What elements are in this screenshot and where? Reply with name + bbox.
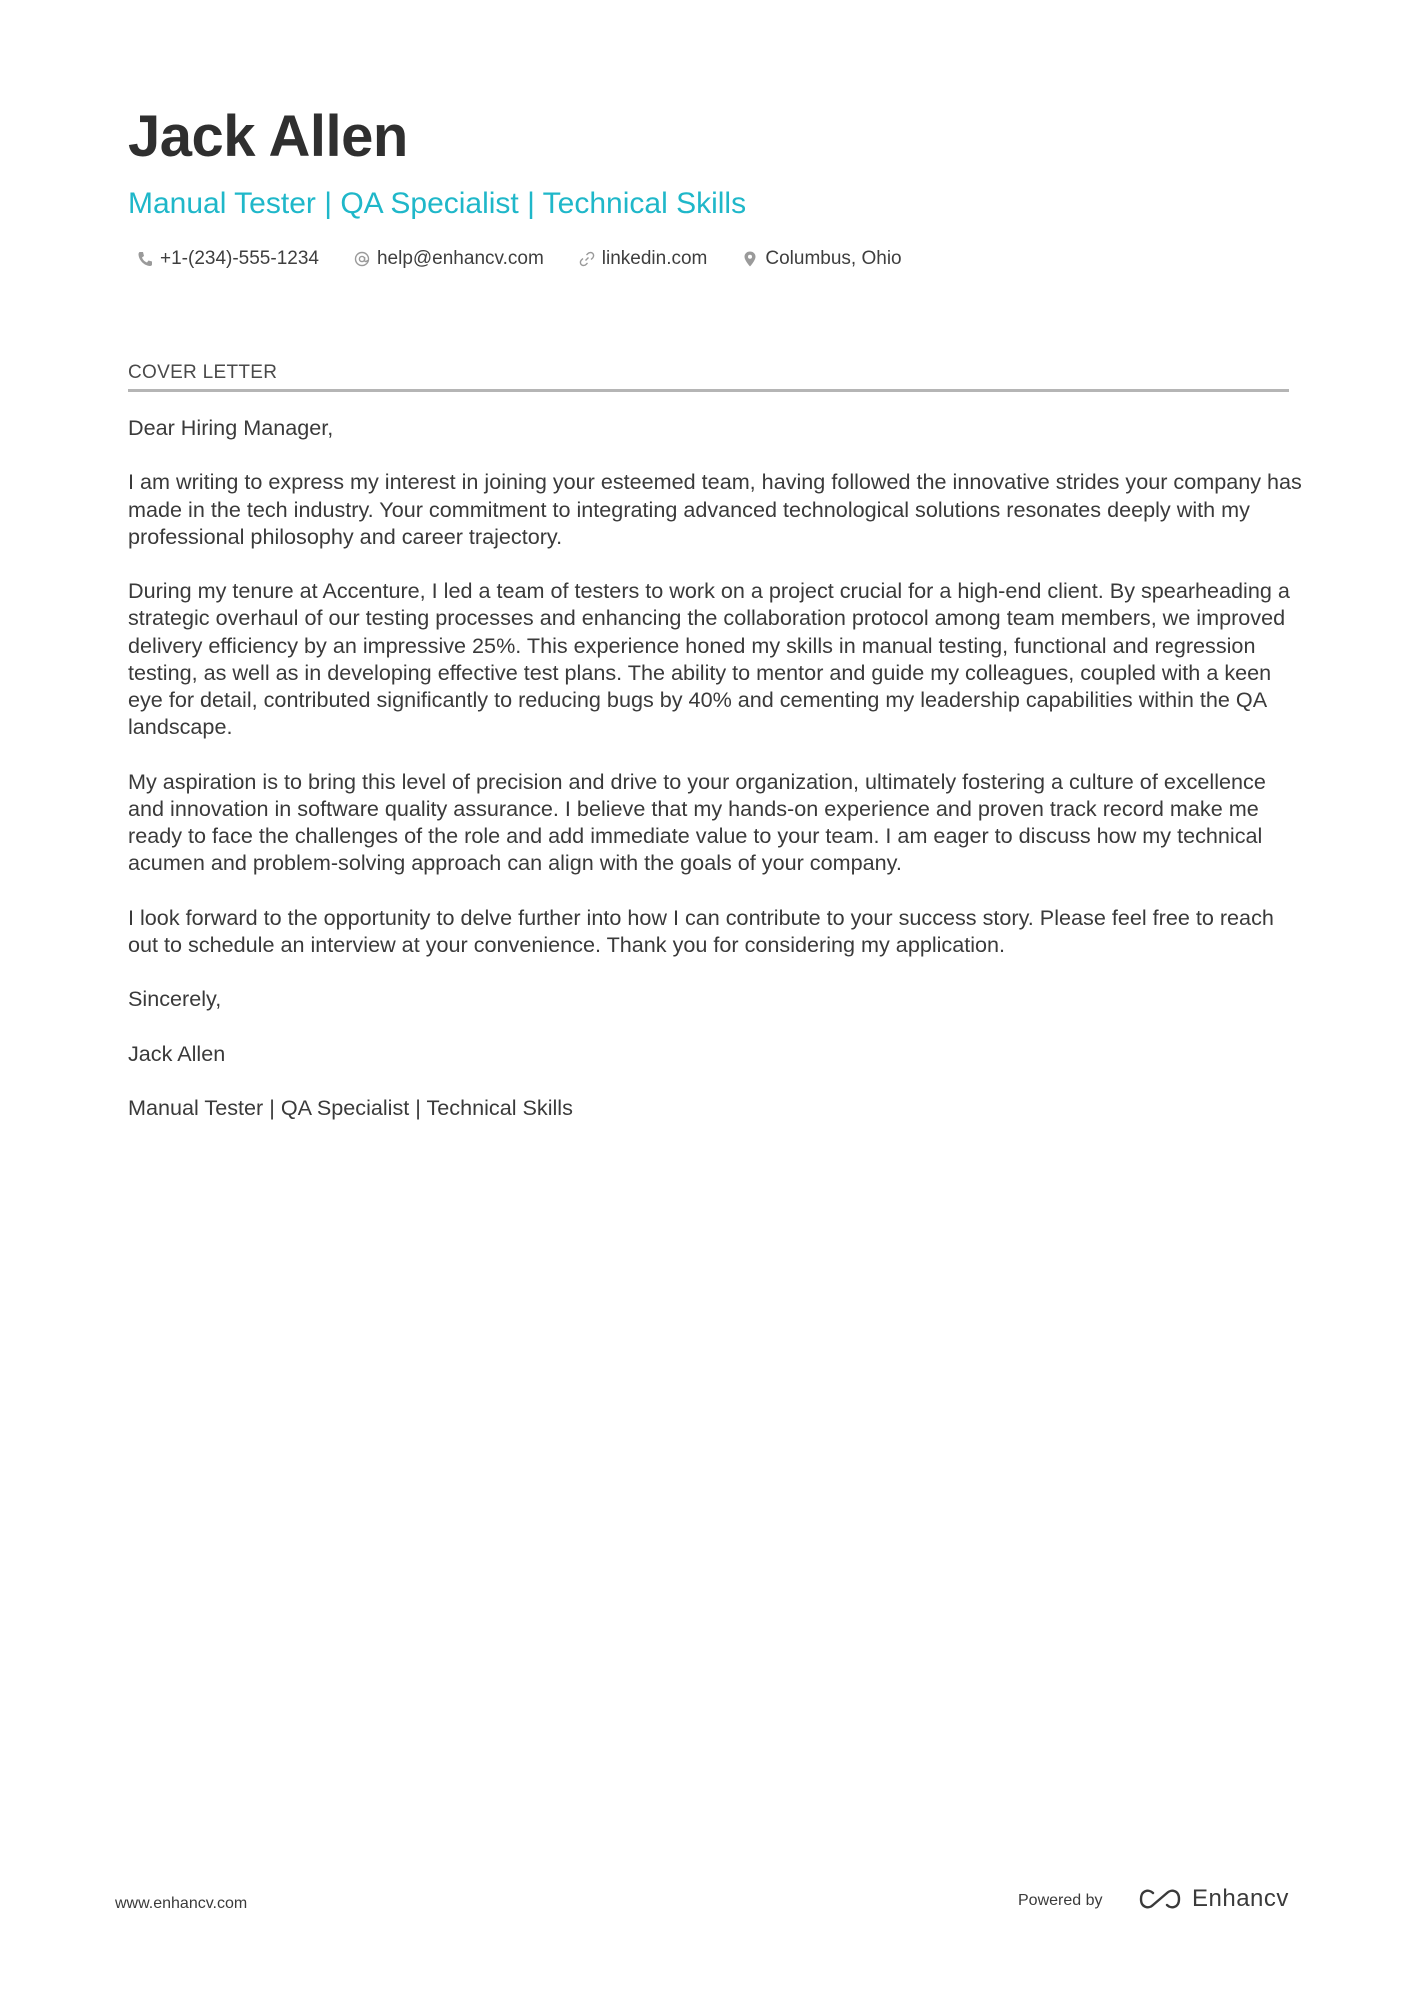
contact-location-text: Columbus, Ohio (765, 248, 902, 269)
letter-paragraph: During my tenure at Accenture, I led a team of testers to work on a project crucial for a high-end client. By spearheading a strategic overhaul of our testing processes and enhancing the collaboration protocol among team members, we improved delivery efficiency by an impressive 25%. This experience honed my skills in manual testing, functional and regression testing, as well as in developing effective test plans. The ability to mentor and guide my colleagues, coupled with a keen eye for detail, contributed significantly to reducing bugs by 40% and cementing my leadership capabilities within the QA landscape. (128, 578, 1290, 740)
powered-by-label: Powered by (1018, 1892, 1103, 1909)
contact-location (733, 248, 901, 270)
phone-icon (136, 250, 154, 268)
link-icon (578, 250, 596, 268)
letter-body (128, 414, 1303, 1148)
letter-paragraph: My aspiration is to bring this level of precision and drive to your organization, ultimately fostering a culture of excellence and innovation in software quality assurance. I believe that my hands-on experience and proven track record make me ready to face the challenges of the role and add immediate value to your team. I am eager to discuss how my technical acumen and problem-solving approach can align with the goals of your company. (128, 768, 1266, 876)
contact-phone-text: +1-(234)-555-1234 (160, 248, 319, 269)
contact-email-text: help@enhancv.com (376, 248, 544, 269)
contact-link[interactable] (570, 248, 708, 270)
letter-paragraph: I look forward to the opportunity to delve further into how I can contribute to your success story. Please feel free to reach out to schedule an interview at your convenience. Thank you for considering my application. (128, 904, 1274, 957)
section-title: COVER LETTER (128, 362, 1289, 392)
contact-email[interactable] (345, 248, 544, 270)
enhancv-brand[interactable] (1138, 1885, 1289, 1913)
contact-bar (128, 248, 928, 270)
contact-phone[interactable] (128, 248, 319, 270)
contact-link-text: linkedin.com (601, 248, 708, 269)
letter-paragraph: I am writing to express my interest in joining your esteemed team, having followed the innovative strides your company has made in the tech industry. Your commitment to integrating advanced technological solutions resonates deeply with my professional philosophy and career trajectory. (128, 469, 1302, 549)
signature-title: Manual Tester | QA Specialist | Technical Skills (128, 1094, 573, 1120)
candidate-headline: Manual Tester | QA Specialist | Technical Skills (128, 187, 747, 220)
enhancv-logo-icon (1138, 1888, 1182, 1910)
location-pin-icon (741, 250, 759, 268)
letter-greeting: Dear Hiring Manager, (128, 415, 334, 440)
signature-name: Jack Allen (128, 1040, 226, 1066)
candidate-name: Jack Allen (128, 104, 408, 169)
at-icon (353, 250, 371, 268)
footer-url-link[interactable]: www.enhancv.com (115, 1895, 248, 1912)
enhancv-brand-text: Enhancv (1192, 1885, 1289, 1912)
letter-closing: Sincerely, (128, 986, 222, 1012)
